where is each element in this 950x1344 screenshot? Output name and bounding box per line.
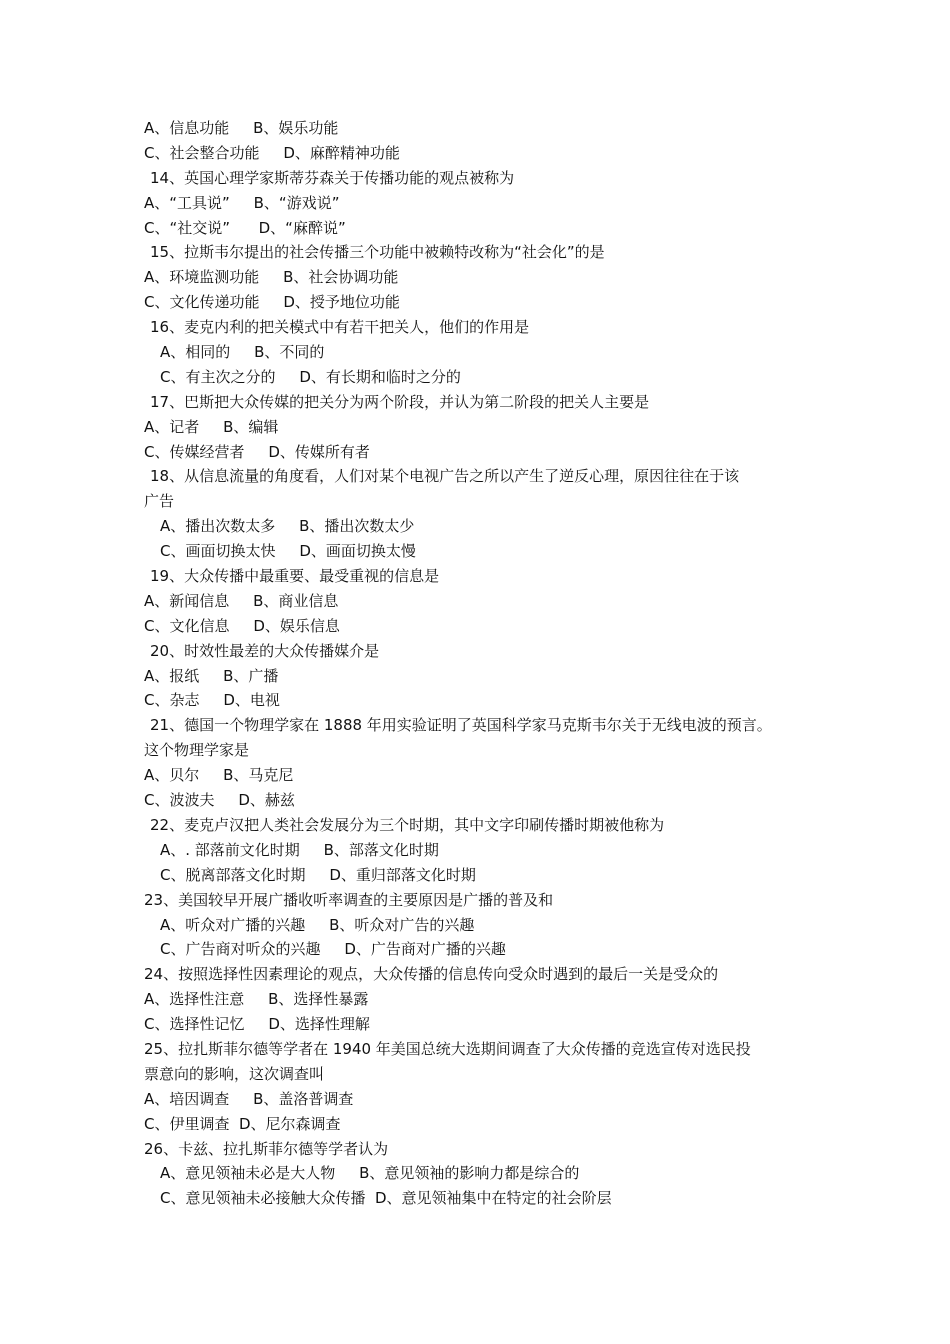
option-line: C、波波夫 D、赫兹 [144,791,295,810]
option-line: C、有主次之分的 D、有长期和临时之分的 [160,367,461,386]
option-line: A、相同的 B、不同的 [160,343,325,362]
option-line: A、听众对广播的兴趣 B、听众对广告的兴趣 [160,915,475,934]
question-line: 21、德国一个物理学家在 1888 年用实验证明了英国科学家马克斯韦尔关于无线电波的预言。 [150,716,772,735]
question-line: 广告 [144,492,175,511]
question-line: 16、麦克内利的把关模式中有若干把关人，他们的作用是 [150,318,530,337]
option-line: A、播出次数太多 B、播出次数太少 [160,517,415,536]
question-line: 19、大众传播中最重要、最受重视的信息是 [150,567,440,586]
option-line: A、选择性注意 B、选择性暴露 [144,990,369,1009]
option-line: C、传媒经营者 D、传媒所有者 [144,442,370,461]
option-line: A、记者 B、编辑 [144,417,279,436]
option-line: A、新闻信息 B、商业信息 [144,591,339,610]
option-line: C、杂志 D、电视 [144,691,280,710]
option-line: A、“工具说” B、“游戏说” [144,193,340,212]
question-line: 26、卡兹、拉扎斯菲尔德等学者认为 [144,1139,389,1158]
option-line: C、广告商对听众的兴趣 D、广告商对广播的兴趣 [160,940,506,959]
question-line: 23、美国较早开展广播收听率调查的主要原因是广播的普及和 [144,890,554,909]
question-line: 20、时效性最差的大众传播媒介是 [150,641,380,660]
option-line: A、意见领袖未必是大人物 B、意见领袖的影响力都是综合的 [160,1164,580,1183]
option-line: A、. 部落前文化时期 B、部落文化时期 [160,840,439,859]
question-line: 票意向的影响，这次调查叫 [144,1064,325,1083]
option-line: C、文化传递功能 D、授予地位功能 [144,293,400,312]
question-line: 这个物理学家是 [144,741,250,760]
question-line: 24、按照选择性因素理论的观点，大众传播的信息传向受众时遇到的最后一关是受众的 [144,965,719,984]
option-line: A、信息功能 B、娱乐功能 [144,119,339,137]
question-line: 14、英国心理学家斯蒂芬森关于传播功能的观点被称为 [150,168,515,187]
question-line: 17、巴斯把大众传媒的把关分为两个阶段，并认为第二阶段的把关人主要是 [150,392,650,411]
document-body [144,116,824,1211]
option-line: C、社会整合功能 D、麻醉精神功能 [144,143,400,162]
option-line: C、选择性记忆 D、选择性理解 [144,1015,370,1034]
option-line: C、画面切换太快 D、画面切换太慢 [160,542,416,561]
option-line: C、伊里调查 D、尼尔森调查 [144,1114,341,1133]
option-line: C、文化信息 D、娱乐信息 [144,616,340,635]
question-line: 15、拉斯韦尔提出的社会传播三个功能中被赖特改称为“社会化”的是 [150,243,605,262]
option-line: A、环境监测功能 B、社会协调功能 [144,268,399,287]
option-line: A、培因调查 B、盖洛普调查 [144,1089,354,1108]
option-line: C、“社交说” D、“麻醉说” [144,218,346,237]
option-line: A、贝尔 B、马克尼 [144,766,294,785]
question-line: 22、麦克卢汉把人类社会发展分为三个时期，其中文字印刷传播时期被他称为 [150,815,665,834]
option-line: A、报纸 B、广播 [144,666,279,685]
option-line: C、意见领袖未必接触大众传播 D、意见领袖集中在特定的社会阶层 [160,1189,612,1208]
question-line: 18、从信息流量的角度看，人们对某个电视广告之所以产生了逆反心理，原因往往在于该 [150,467,740,486]
question-line: 25、拉扎斯菲尔德等学者在 1940 年美国总统大选期间调查了大众传播的竞选宣传对选民投 [144,1039,751,1058]
option-line: C、脱离部落文化时期 D、重归部落文化时期 [160,865,476,884]
